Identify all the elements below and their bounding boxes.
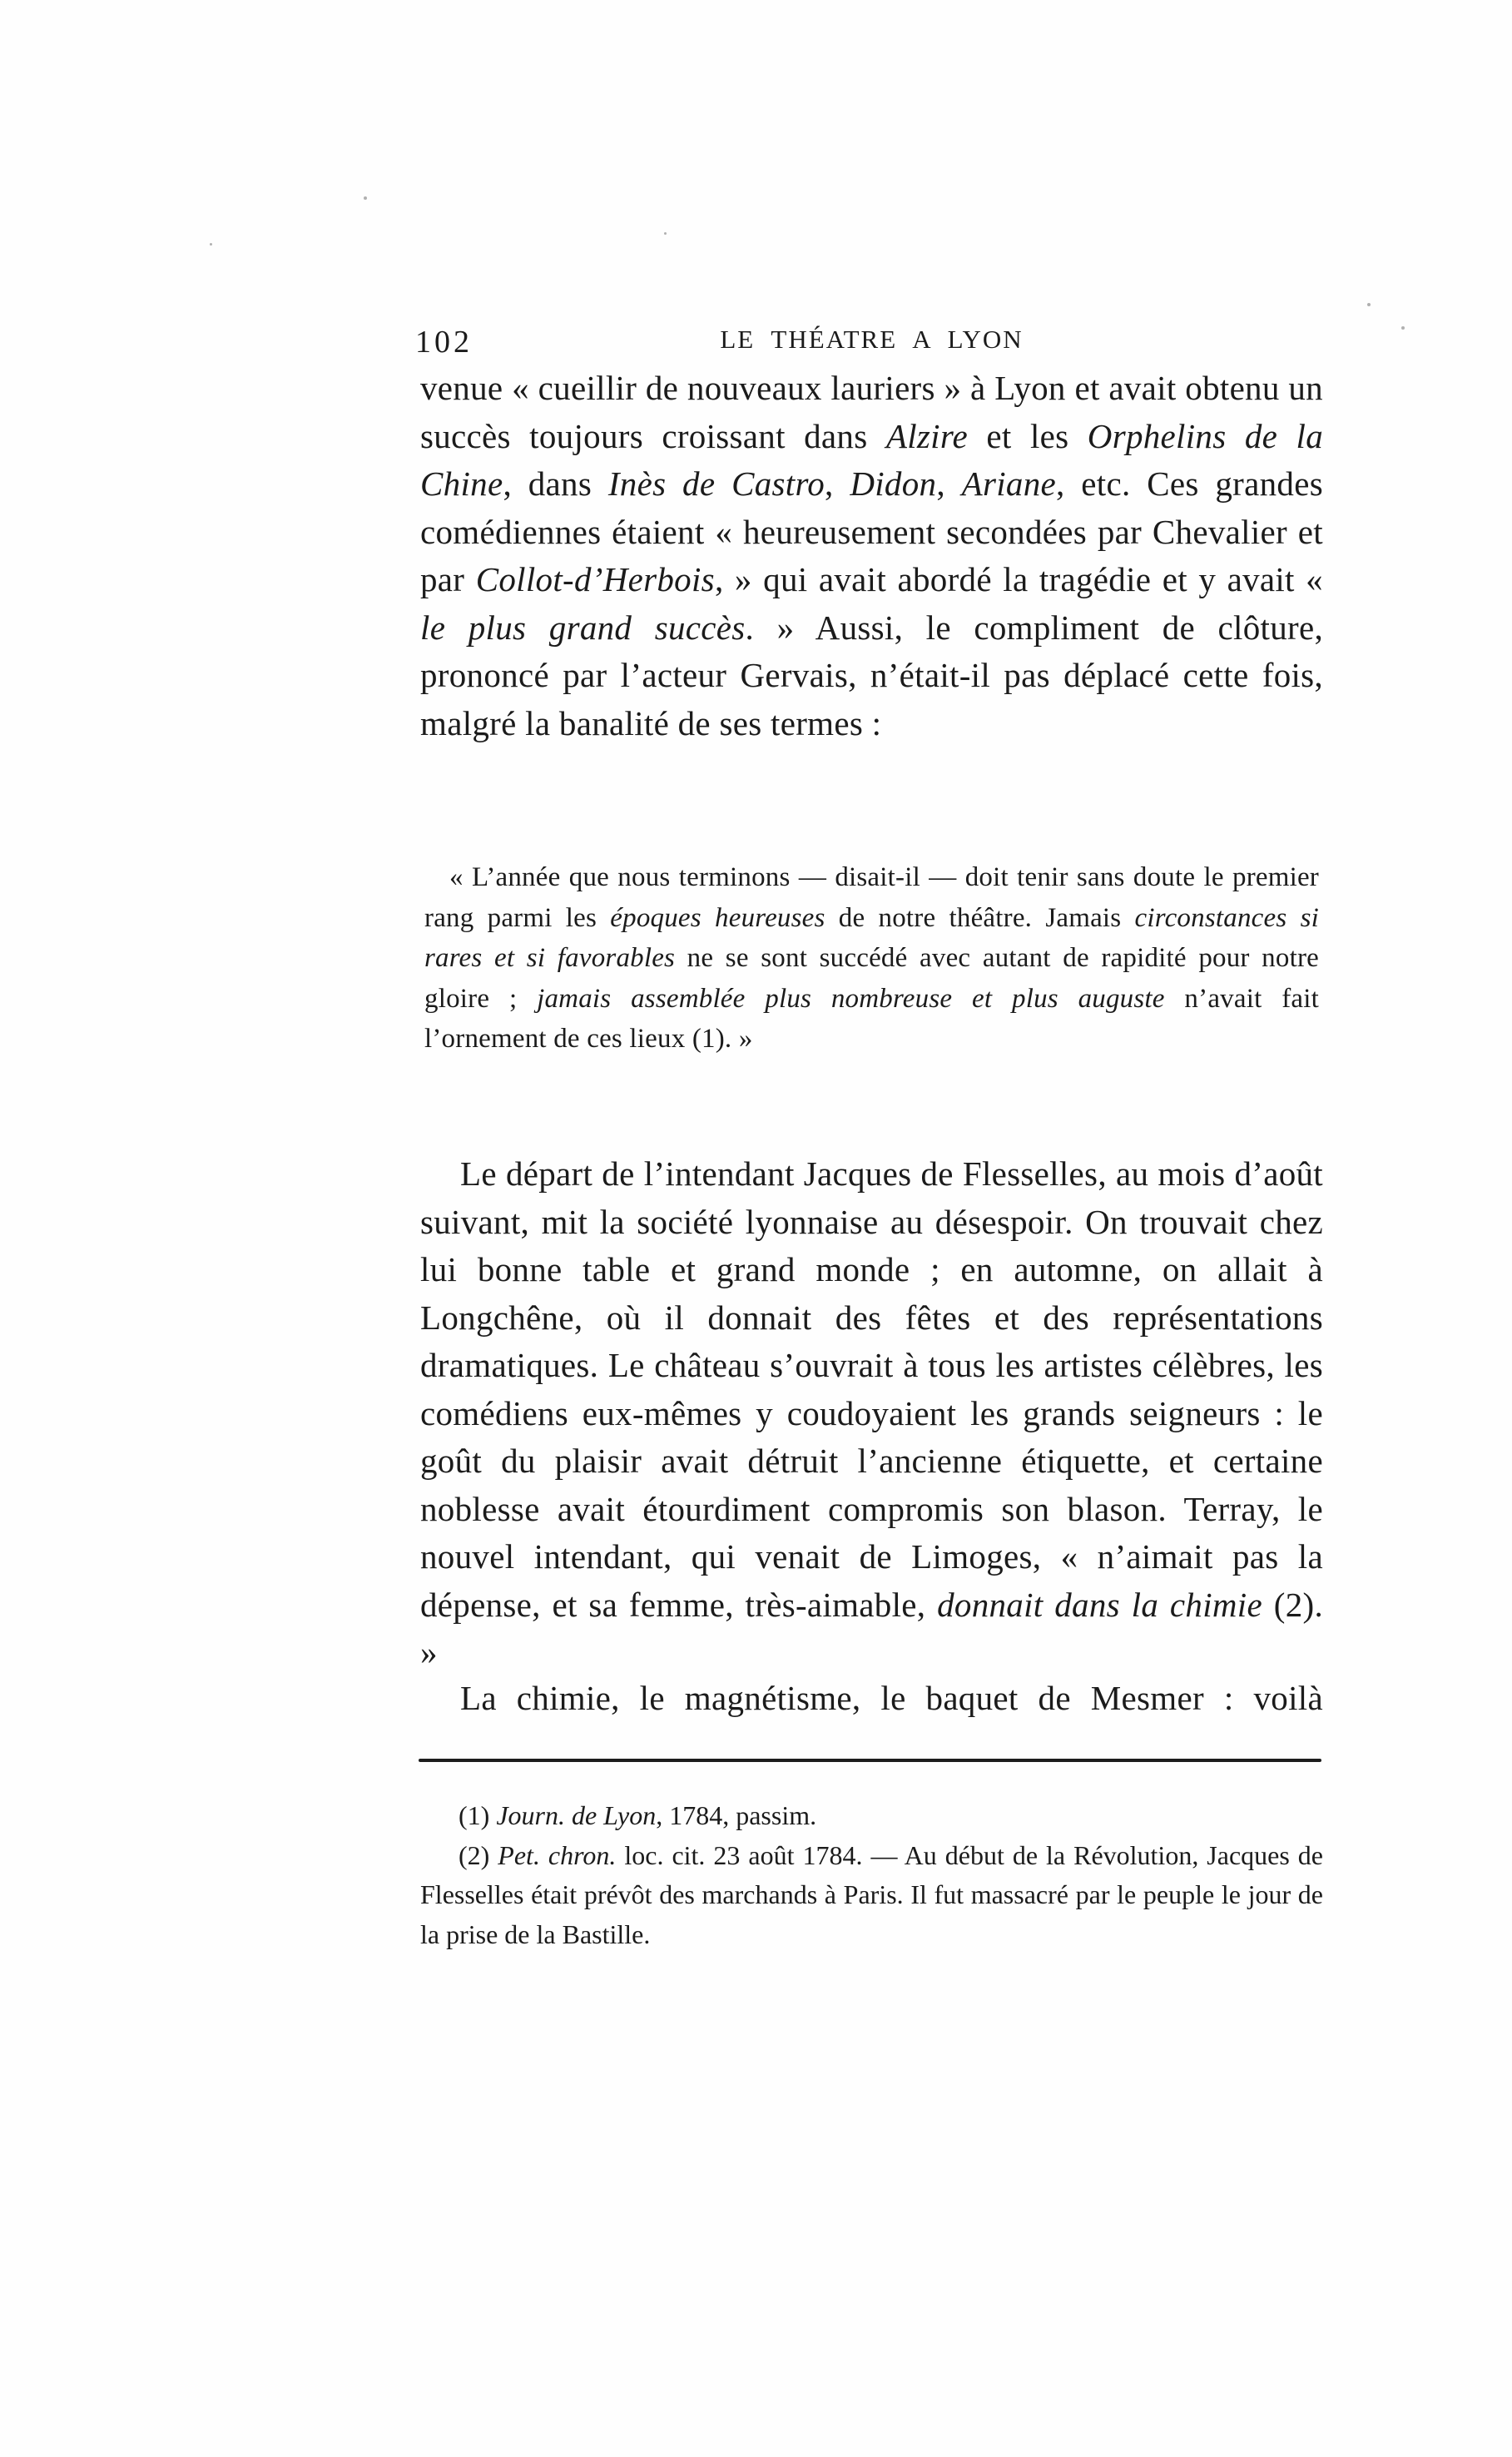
italic-source-title: Journ. de Lyon	[496, 1800, 657, 1830]
italic-emphasis: circonstances si rares et si favorables	[424, 902, 1319, 973]
text-run: venue « cueillir de nouveaux lauriers » à Lyon et avait obtenu un succès toujours croissant dans	[420, 369, 1323, 455]
scan-speck	[1401, 326, 1405, 330]
body-paragraph-1	[420, 365, 1323, 747]
italic-emphasis: époques heureuses	[610, 902, 825, 933]
text-run: La chimie, le magnétisme, le baquet de Mesmer : voilà	[460, 1679, 1323, 1717]
text-run: , » qui avait abordé la tragédie et y avait «	[714, 560, 1323, 598]
scan-speck	[664, 232, 667, 235]
italic-work-title: Alzire	[885, 416, 969, 455]
italic-work-title: Inès de Castro	[607, 464, 825, 503]
page-header	[415, 321, 1323, 360]
italic-work-title: Didon	[850, 464, 937, 503]
text-run: ,	[936, 464, 962, 503]
italic-name: Collot-d’Herbois	[475, 560, 715, 598]
text-run: de notre théâtre. Jamais	[825, 902, 1135, 933]
footnotes-section	[420, 1796, 1323, 1954]
italic-work-title: Orphelins de la Chine	[420, 416, 1323, 503]
footnote-2	[420, 1836, 1323, 1955]
text-run: (2). »	[420, 1585, 1323, 1671]
text-run: ne se sont succédé avec autant de rapidité pour notre gloire ;	[424, 943, 1319, 1014]
text-run: « L’année que nous terminons — disait-il — doit tenir sans doute le premier rang parmi les	[424, 862, 1319, 933]
page-number: 102	[415, 325, 473, 360]
text-run: n’avait fait l’ornement de ces lieux (1). »	[424, 983, 1319, 1054]
body-paragraph-3	[420, 1675, 1323, 1723]
running-title: LE THÉATRE A LYON	[720, 325, 1024, 354]
text-run: loc. cit. 23 août 1784. — Au début de la Révolution, Jacques de Flesselles était prévôt des marchands à Paris. Il fut massacré par le peuple le jour de la prise de la Bastille.	[420, 1839, 1324, 1949]
text-run: . » Aussi, le compliment de clôture, prononcé par l’acteur Gervais, n’était-il pas déplacé cette fois, malgré la banalité de ses termes :	[420, 608, 1323, 742]
body-paragraph-2	[420, 1150, 1323, 1677]
text-run: Le départ de l’intendant Jacques de Flesselles, au mois d’août suivant, mit la société lyonnaise au désespoir. On trouvait chez lui bonne table et grand monde ; en automne, on allait à Longchêne, où il donnait des fêtes et des représentations dramatiques. Le château s’ouvrait à tous les artistes célèbres, les comédiens eux-mêmes y coudoyaient les grands seigneurs : le goût du plaisir avait détruit l’ancienne étiquette, et certaine noblesse avait étourdiment compromis son blason. Terray, le nouvel intendant, qui venait de Limoges, « n’aimait pas la dépense, et sa femme, très-aimable,	[420, 1154, 1323, 1624]
footnote-1	[420, 1796, 1323, 1836]
italic-work-title: Ariane	[961, 464, 1056, 503]
italic-emphasis: jamais assemblée plus nombreuse et plus auguste	[537, 983, 1165, 1014]
block-quote	[424, 857, 1319, 1060]
footnote-marker: (1)	[459, 1800, 497, 1830]
text-run: et les	[968, 416, 1088, 455]
scan-speck	[364, 196, 367, 200]
text-run: , dans	[503, 464, 608, 503]
scan-speck	[210, 243, 212, 246]
italic-source-title: Pet. chron.	[498, 1839, 617, 1870]
footnote-separator-rule	[419, 1759, 1321, 1762]
italic-quote-fragment: donnait dans la chimie	[937, 1585, 1262, 1624]
italic-quote-fragment: le plus grand succès	[420, 608, 746, 647]
scan-speck	[1367, 303, 1371, 306]
text-run: , etc. Ces grandes comédiennes étaient « heureusement secondées par Chevalier et par	[420, 464, 1323, 598]
text-run: ,	[825, 464, 850, 503]
footnote-marker: (2)	[459, 1839, 498, 1870]
text-run: , 1784, passim.	[656, 1800, 817, 1830]
